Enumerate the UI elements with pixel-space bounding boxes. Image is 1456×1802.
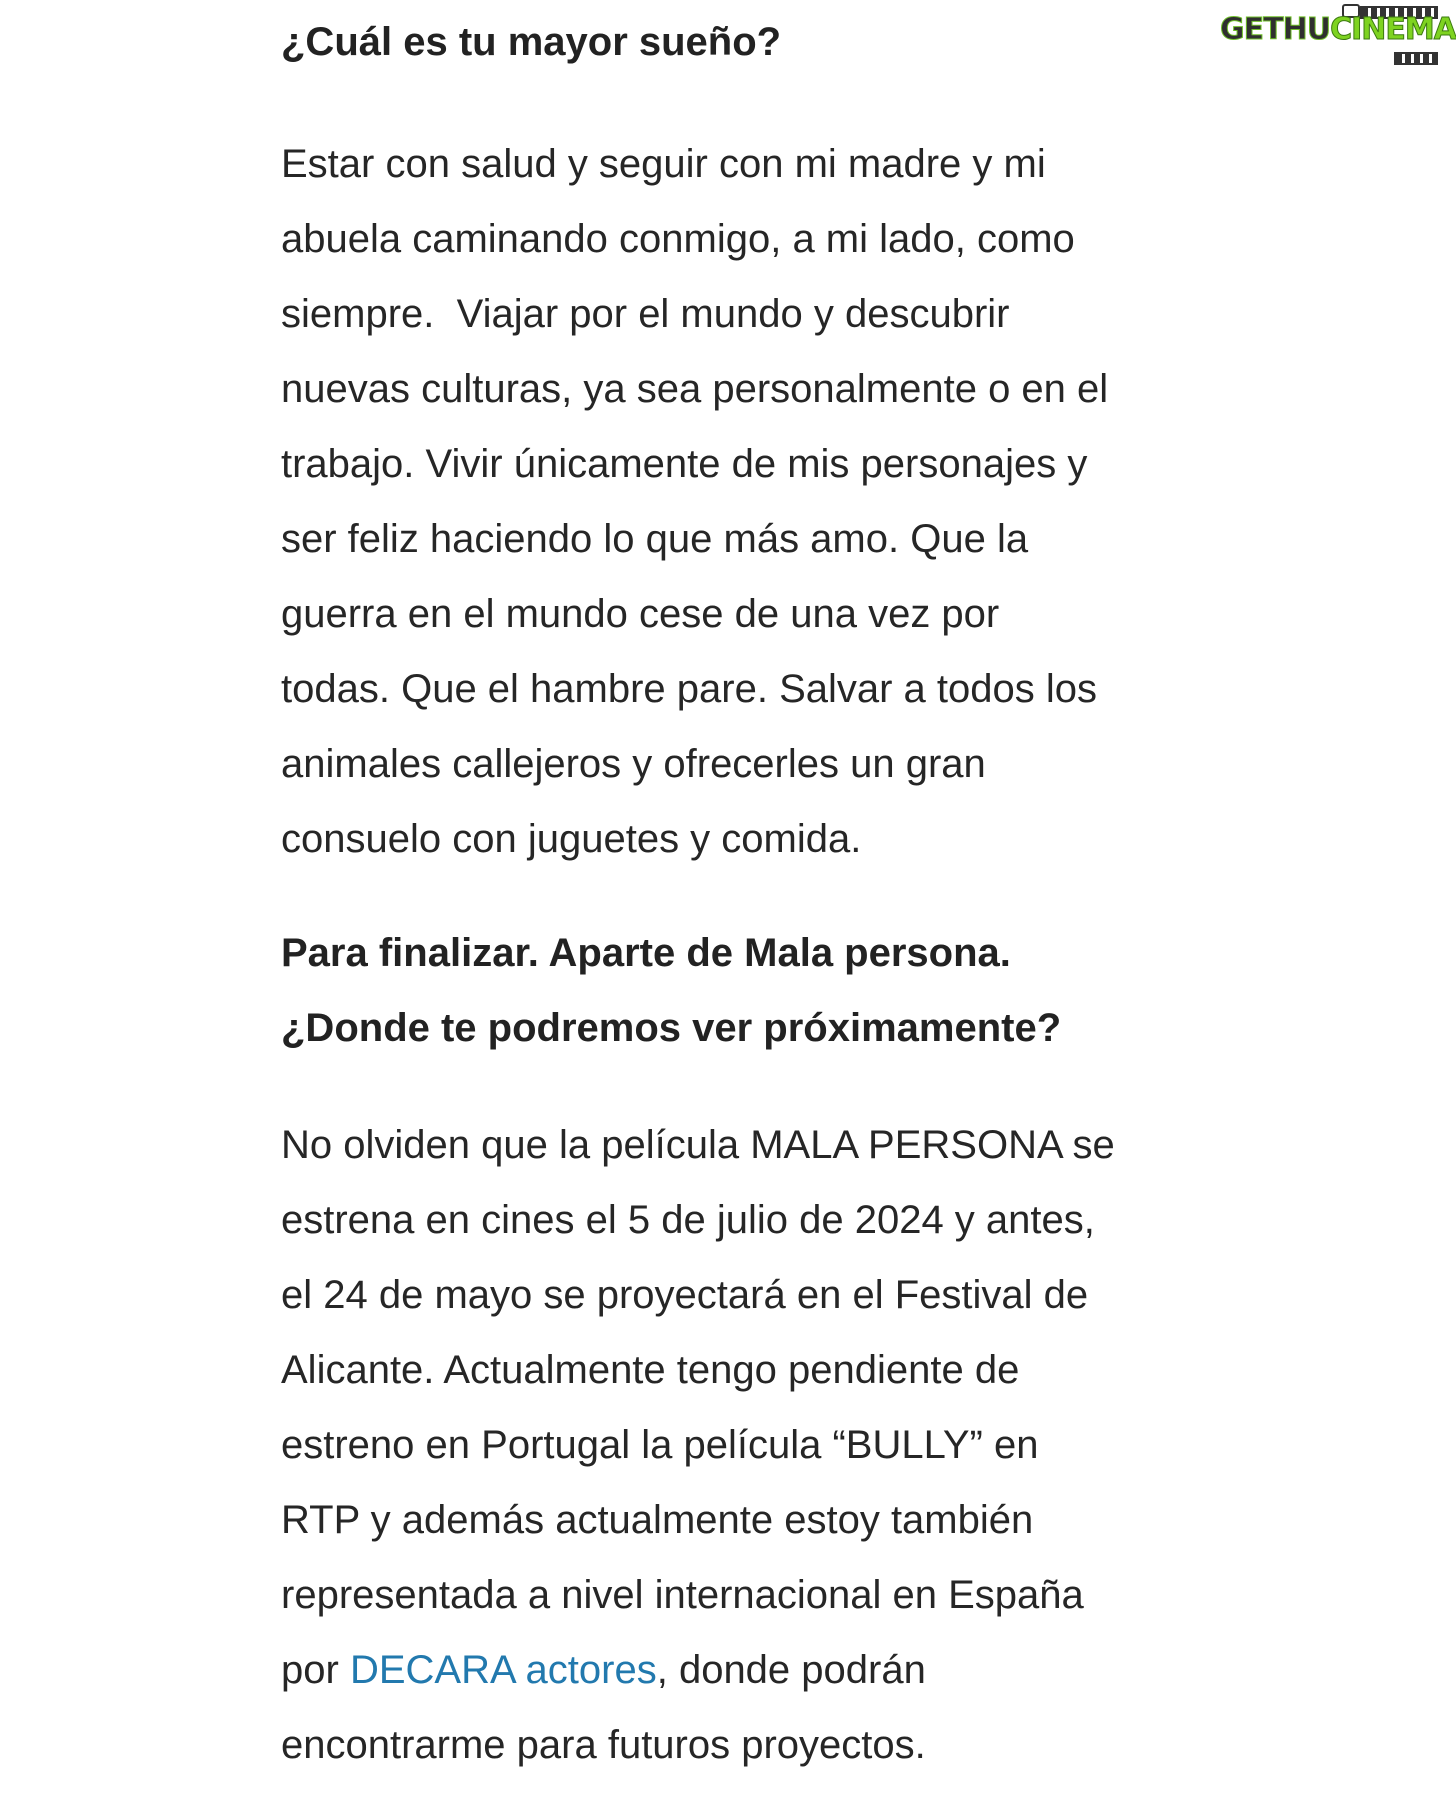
answer-paragraph-1: [281, 127, 1161, 877]
heading-line: Para finalizar. Aparte de Mala persona.: [281, 931, 1011, 975]
text-line: estreno en Portugal la película “BULLY” en: [281, 1423, 1039, 1467]
decara-actores-link[interactable]: DECARA actores: [349, 1648, 657, 1692]
text-line: guerra en el mundo cese de una vez por: [281, 592, 1000, 636]
text-line: estrena en cines el 5 de julio de 2024 y antes,: [281, 1198, 1095, 1242]
text-line: siempre. Viajar por el mundo y descubrir: [281, 292, 1010, 336]
text-line: ser feliz haciendo lo que más amo. Que la: [281, 517, 1029, 561]
text-line: trabajo. Vivir únicamente de mis personajes y: [281, 442, 1088, 486]
heading-line: ¿Donde te podremos ver próximamente?: [281, 1006, 1062, 1050]
answer-paragraph-2: [281, 1108, 1161, 1783]
text-line: No olviden que la película MALA PERSONA se: [281, 1123, 1115, 1167]
watermark-text: GETHUCINEMA: [1220, 12, 1456, 47]
film-strip-icon: [1394, 52, 1438, 65]
text-line: Estar con salud y seguir con mi madre y mi: [281, 142, 1046, 186]
text-line: animales callejeros y ofrecerles un gran: [281, 742, 986, 786]
text-line: todas. Que el hambre pare. Salvar a todos los: [281, 667, 1098, 711]
link-prefix-text: por: [281, 1648, 350, 1692]
text-line: consuelo con juguetes y comida.: [281, 817, 862, 861]
text-line: RTP y además actualmente estoy también: [281, 1498, 1034, 1542]
text-line-with-link: [281, 1633, 1161, 1708]
text-line: abuela caminando conmigo, a mi lado, como: [281, 217, 1075, 261]
text-line: Alicante. Actualmente tengo pendiente de: [281, 1348, 1020, 1392]
link-suffix-text: , donde podrán: [656, 1648, 926, 1692]
text-line: representada a nivel internacional en España: [281, 1573, 1084, 1617]
gethucinema-watermark-logo: [1218, 4, 1456, 72]
text-line: el 24 de mayo se proyectará en el Festival de: [281, 1273, 1089, 1317]
question-heading-2: [281, 916, 1061, 1066]
question-heading-1: ¿Cuál es tu mayor sueño?: [281, 20, 782, 64]
text-line: nuevas culturas, ya sea personalmente o en el: [281, 367, 1109, 411]
text-line: encontrarme para futuros proyectos.: [281, 1723, 926, 1767]
